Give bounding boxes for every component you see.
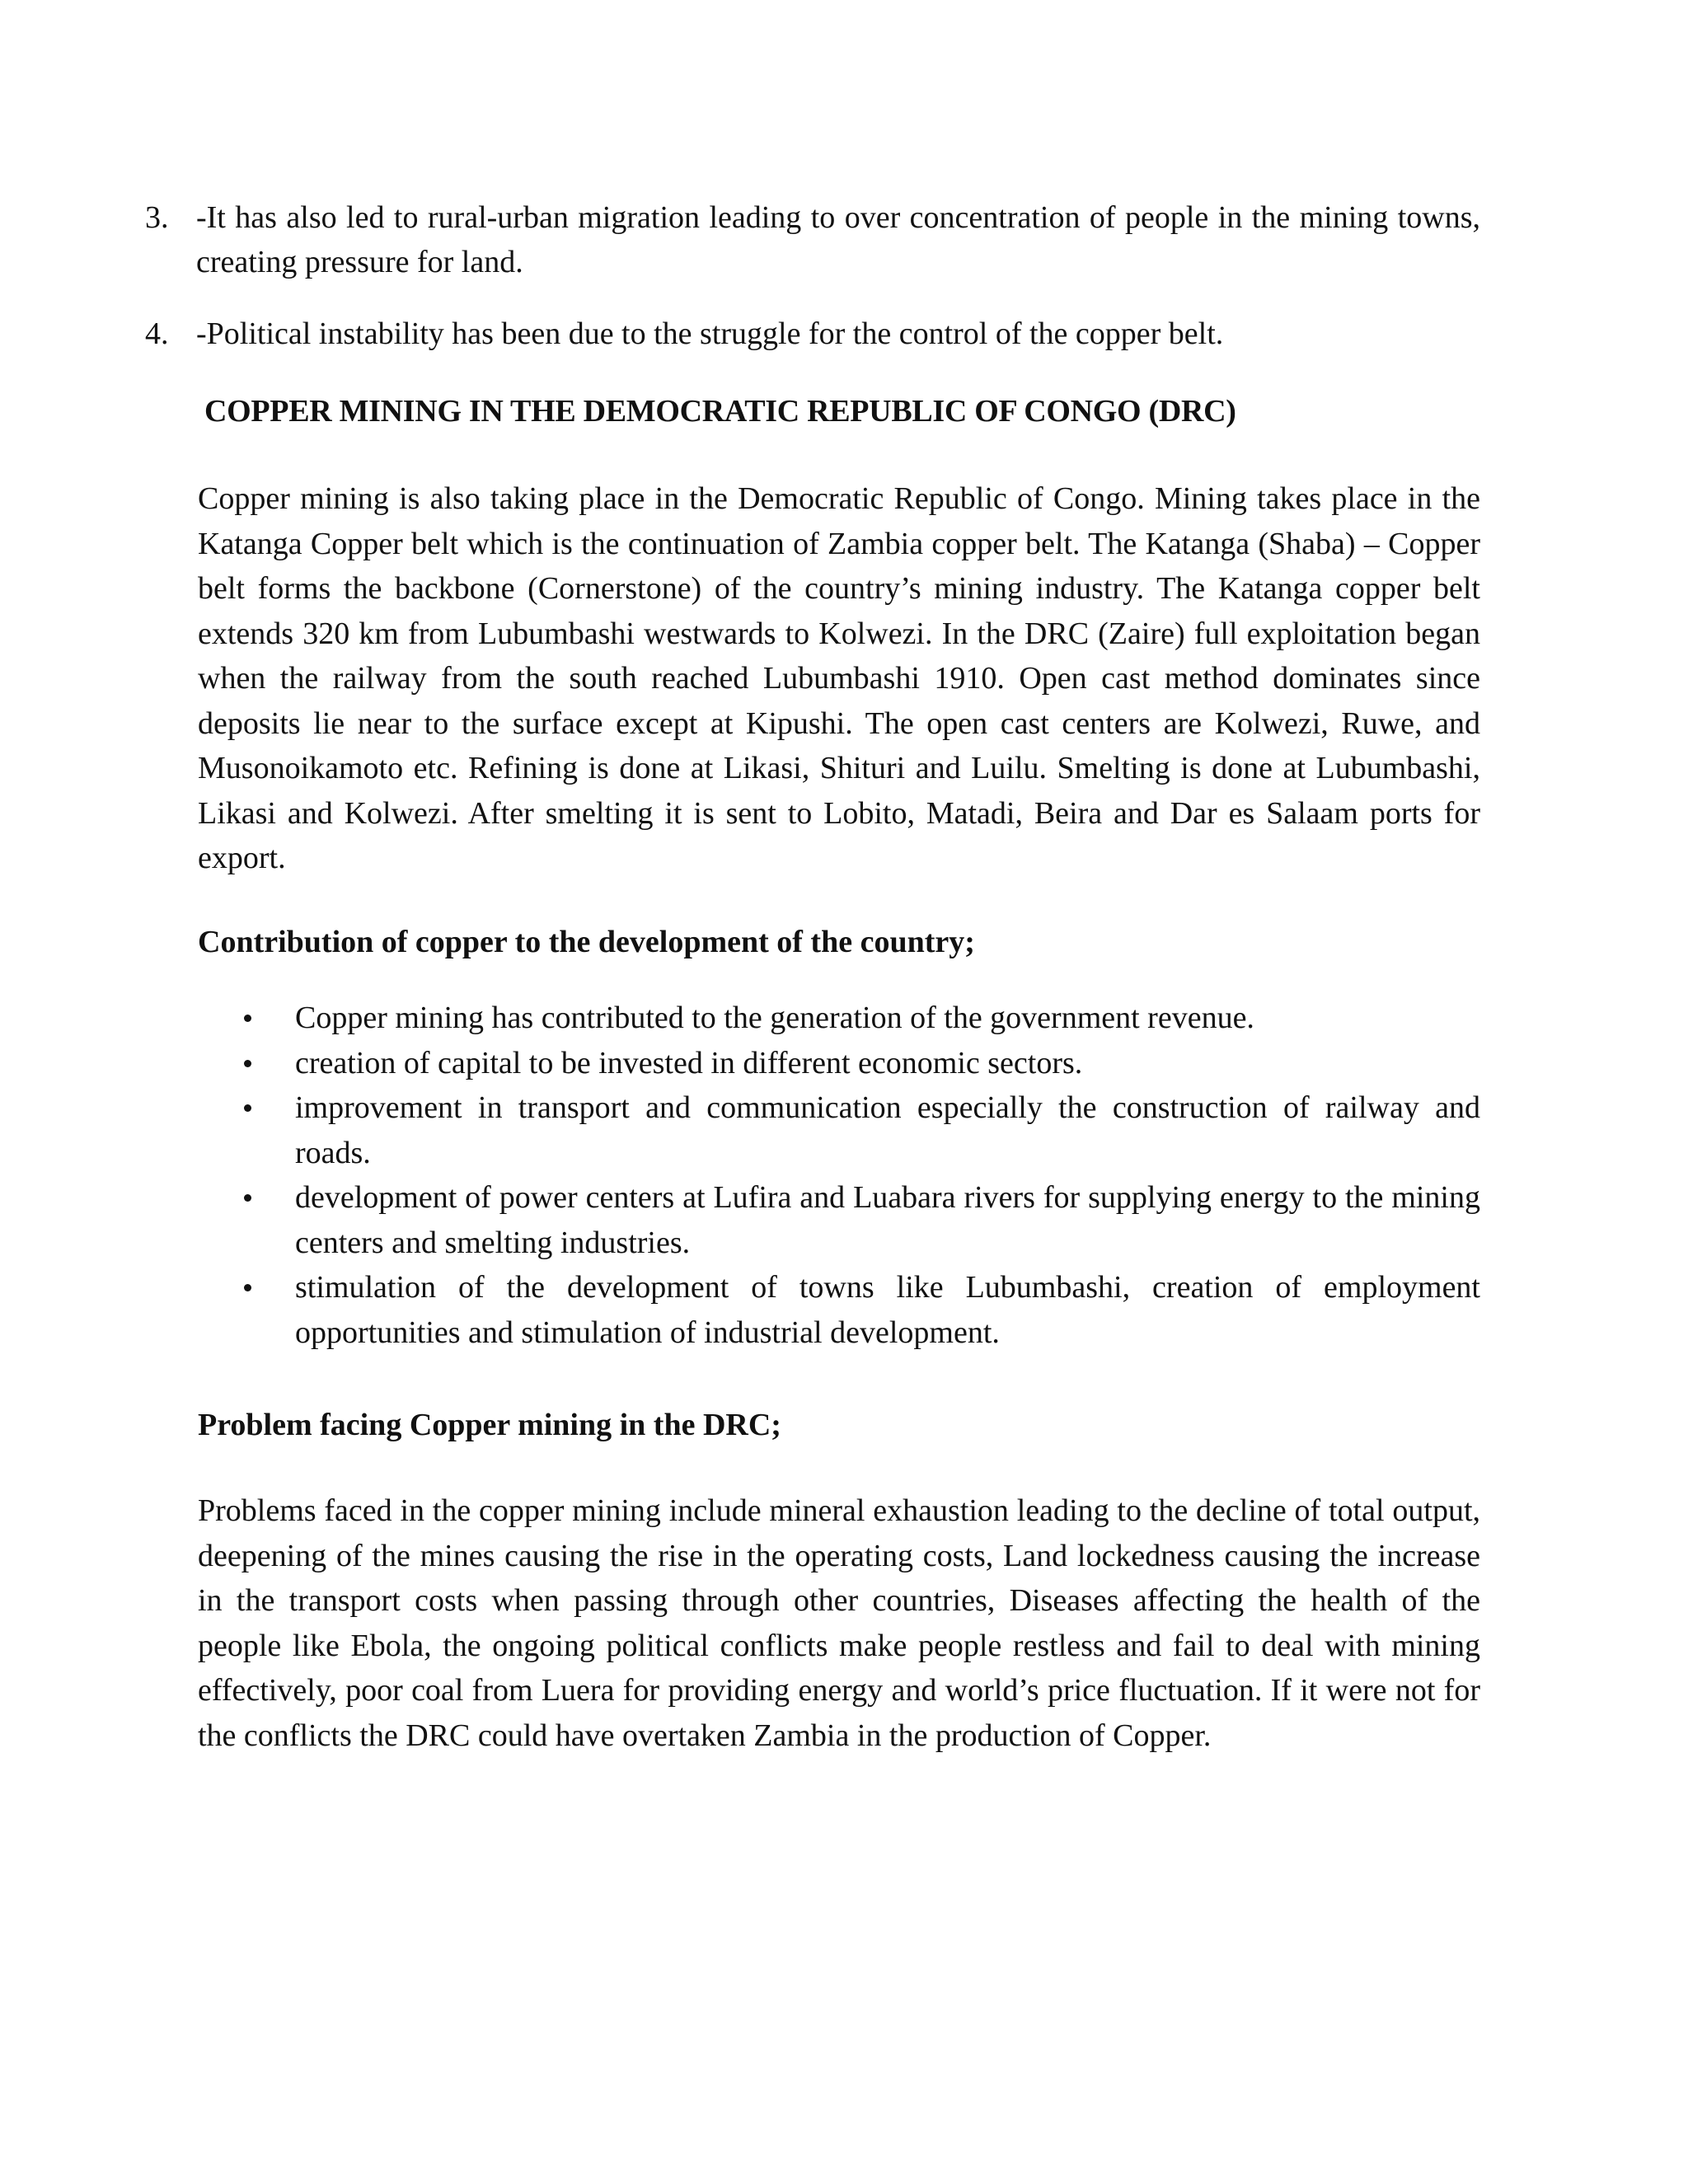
list-item-text: development of power centers at Lufira and Luabara rivers for supplying energy to the mining centers and smelting industries.: [295, 1180, 1480, 1260]
problems-heading: Problem facing Copper mining in the DRC;: [198, 1408, 781, 1442]
list-item: [198, 1085, 1480, 1175]
list-item: [198, 1041, 1480, 1086]
item-number: 4.: [145, 316, 169, 351]
contribution-heading: Contribution of copper to the development of the country;: [198, 925, 975, 959]
bullet-icon: [244, 1104, 251, 1112]
item-number: 3.: [145, 200, 169, 235]
list-item: [198, 1175, 1480, 1265]
item-text: -Political instability has been due to the struggle for the control of the copper belt.: [196, 316, 1224, 351]
contribution-list: [198, 996, 1480, 1355]
list-item-text: stimulation of the development of towns like Lubumbashi, creation of employment opportunities and stimulation of industrial development.: [295, 1270, 1480, 1350]
item-text: -It has also led to rural-urban migration leading to over concentration of people in the mining towns, creating pressure for land.: [196, 200, 1480, 279]
problems-paragraph: Problems faced in the copper mining include mineral exhaustion leading to the decline of total output, deepening of the mines causing the rise in the operating costs, Land lockedness causing the increase in the transport costs when passing through other countries, Diseases affecting the health of the people like Ebola, the ongoing political conflicts make people restless and fail to deal with mining effectively, poor coal from Luera for providing energy and world’s price fluctuation. If it were not for the conflicts the DRC could have overtaken Zambia in the production of Copper.: [198, 1493, 1480, 1753]
section-heading: COPPER MINING IN THE DEMOCRATIC REPUBLIC OF CONGO (DRC): [204, 394, 1236, 429]
intro-paragraph: Copper mining is also taking place in the Democratic Republic of Congo. Mining takes place in the Katanga Copper belt which is the continuation of Zambia copper belt. The Katanga (Shaba) – Copper belt forms the backbone (Cornerstone) of the country’s mining industry. The Katanga copper belt extends 320 km from Lubumbashi westwards to Kolwezi. In the DRC (Zaire) full exploitation began when the railway from the south reached Lubumbashi 1910. Open cast method dominates since deposits lie near to the surface except at Kipushi. The open cast centers are Kolwezi, Ruwe, and Musonoikamoto etc. Refining is done at Likasi, Shituri and Luilu. Smelting is done at Lubumbashi, Likasi and Kolwezi. After smelting it is sent to Lobito, Matadi, Beira and Dar es Salaam ports for export.: [198, 481, 1480, 875]
list-item: [198, 1265, 1480, 1355]
bullet-icon: [244, 1284, 251, 1291]
bullet-icon: [244, 1194, 251, 1202]
bullet-icon: [244, 1015, 251, 1022]
list-item: [198, 996, 1480, 1041]
list-item-text: creation of capital to be invested in different economic sectors.: [295, 1045, 1083, 1080]
bullet-icon: [244, 1060, 251, 1067]
list-item-text: Copper mining has contributed to the generation of the government revenue.: [295, 1001, 1254, 1035]
list-item-text: improvement in transport and communication especially the construction of railway and roads.: [295, 1090, 1480, 1170]
